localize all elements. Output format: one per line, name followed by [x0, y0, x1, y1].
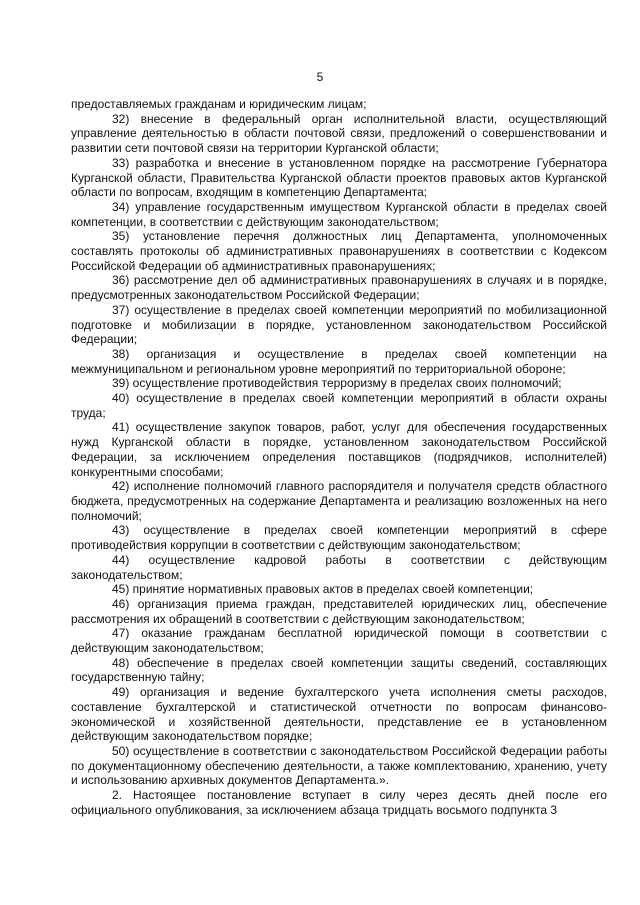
paragraph-item-35: 35) установление перечня должностных лиц Департамента, уполномоченных составлять протоколы об административных правонарушениях в соответствии с Кодексом Российской Федерации об административных правонарушениях;: [71, 229, 607, 273]
paragraph-item-50: 50) осуществление в соответствии с законодательством Российской Федерации работы по документационному обеспечению деятельности, а также комплектованию, хранению, учету и использованию архивных документов Департамента.».: [71, 743, 607, 788]
paragraph-item-37: 37) осуществление в пределах своей компетенции мероприятий по мобилизационной подготовке и мобилизации в порядке, установленном законодательством Российской Федерации;: [71, 302, 607, 347]
paragraph-item-41: 41) осуществление закупок товаров, работ, услуг для обеспечения государственных нужд Курганской области в порядке, установленном законодательством Российской Федерации, за исключением определения поставщиков (подрядчиков, исполнителей) конкурентными способами;: [71, 420, 607, 479]
paragraph-item-42: 42) исполнение полномочий главного распорядителя и получателя средств областного бюджета, предусмотренных на содержание Департамента и реализацию возложенных на него полномочий;: [71, 479, 607, 523]
paragraph-item-48: 48) обеспечение в пределах своей компетенции защиты сведений, составляющих государственную тайну;: [71, 655, 607, 685]
paragraph-item-49: 49) организация и ведение бухгалтерского учета исполнения сметы расходов, составление бухгалтерской и статистической отчетности по вопросам финансово-экономической и хозяйственной деятельности, представление ее в установленном действующим законодательством порядке;: [71, 685, 607, 744]
paragraph-item-44: 44) осуществление кадровой работы в соответствии с действующим законодательством;: [71, 552, 607, 582]
paragraph-item-40: 40) осуществление в пределах своей компетенции мероприятий в области охраны труда;: [71, 391, 607, 420]
paragraph-continuation: предоставляемых гражданам и юридическим лицам;: [71, 97, 367, 111]
paragraph-item-38: 38) организация и осуществление в пределах своей компетенции на межмуниципальном и региональном уровне мероприятий по территориальной обороне;: [71, 346, 607, 376]
paragraph-item-47: 47) оказание гражданам бесплатной юридической помощи в соответствии с действующим законодательством;: [71, 626, 607, 656]
paragraph-item-32: 32) внесение в федеральный орган исполнительной власти, осуществляющий управление деятельностью в области почтовой связи, предложений о совершенствовании и развитии сети почтовой связи на территории Курганской области;: [71, 111, 607, 156]
paragraph-item-43: 43) осуществление в пределах своей компетенции мероприятий в сфере противодействия коррупции в соответствии с действующим законодательством;: [71, 523, 607, 553]
paragraph-item-45: 45) принятие нормативных правовых актов в пределах своей компетенции;: [112, 582, 534, 597]
paragraph-item-36: 36) рассмотрение дел об административных правонарушениях в случаях и в порядке, предусмотренных законодательством Российской Федерации;: [71, 273, 607, 303]
paragraph-section-2: 2. Настоящее постановление вступает в силу через десять дней после его официального опубликования, за исключением абзаца тридцать восьмого подпункта 3: [71, 788, 607, 817]
document-body: [71, 97, 607, 817]
paragraph-item-34: 34) управление государственным имуществом Курганской области в пределах своей компетенции, в соответствии с действующим законодательством;: [71, 199, 607, 229]
paragraph-item-46: 46) организация приема граждан, представителей юридических лиц, обеспечение рассмотрения их обращений в соответствии с действующим законодательством;: [71, 596, 607, 626]
page-number: 5: [316, 70, 324, 84]
paragraph-item-33: 33) разработка и внесение в установленном порядке на рассмотрение Губернатора Курганской области, Правительства Курганской области проектов правовых актов Курганской области по вопросам, входящим в компетенцию Департамента;: [71, 155, 607, 200]
paragraph-item-39: 39) осуществление противодействия терроризму в пределах своих полномочий;: [112, 376, 562, 391]
